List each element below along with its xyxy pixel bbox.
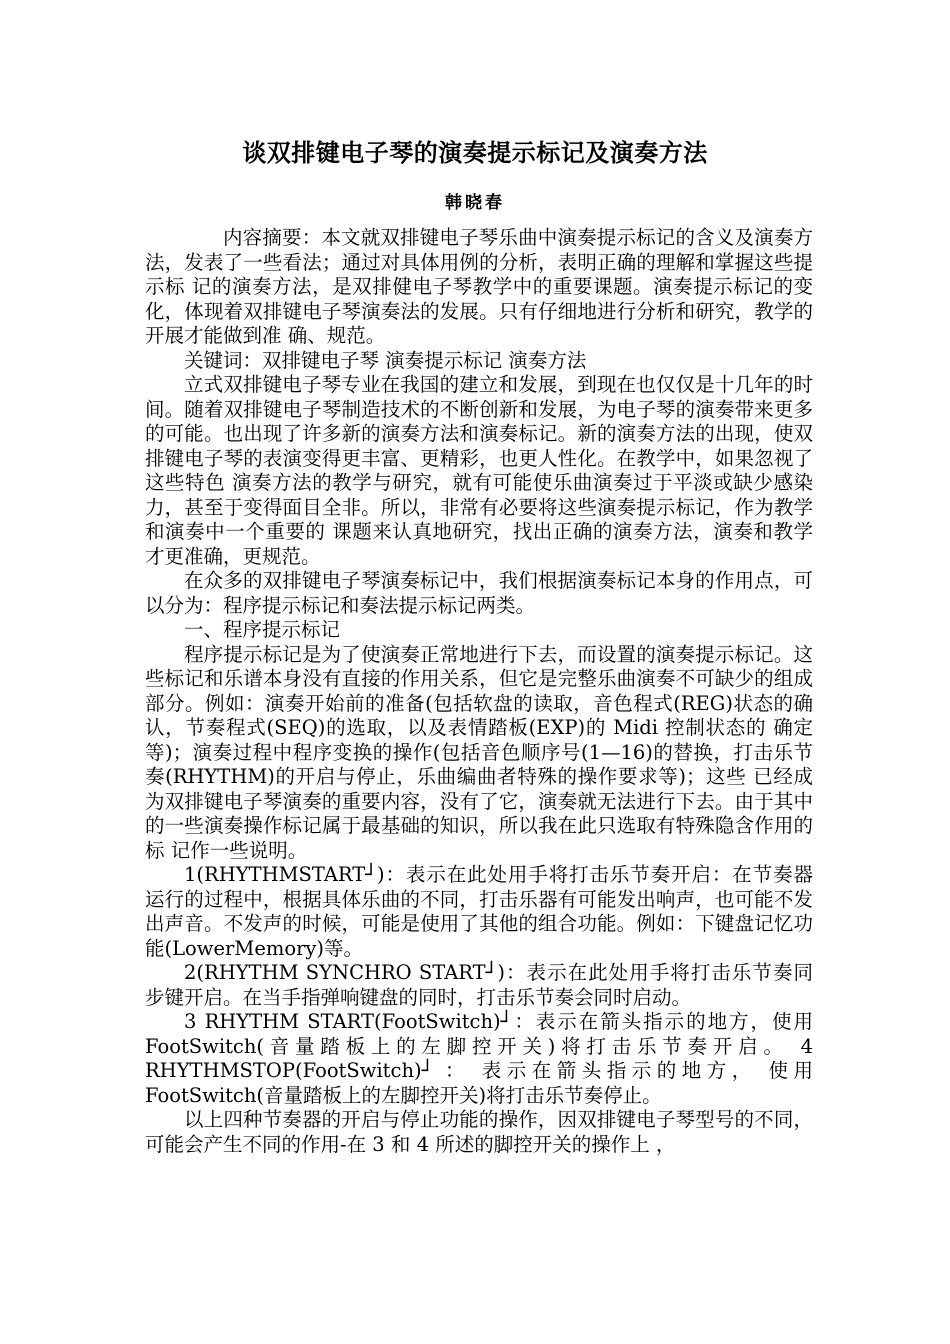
author-name: 韩晓春 [445,193,505,213]
list-item-paragraph: 2(RHYTHM SYNCHRO START┘)：表示在此处用手将打击乐节奏同步键开启。在当手指弹响键盘的同时，打击乐节奏会同时启动。 [145,961,813,1009]
body-paragraph: 程序提示标记是为了使演奏正常地进行下去，而设置的演奏提示标记。这些标记和乐谱本身没有直接的作用关系，但它是完整乐曲演奏不可缺少的组成 部分。例如：演奏开始前的准备(包括软盘的读取，音色程式(REG)状态的确认，节奏程式(SEQ)的选取，以及表情踏板(EXP)的 Midi 控制状态的 确定等)；演奏过程中程序变换的操作(包括音色顺序号(1—16)的替换，打击乐节奏(RHYTHM)的开启与停止，乐曲编曲者特殊的操作要求等)；这些 已经成为双排键电子琴演奏的重要内容，没有了它，演奏就无法进行下去。由于其中的一些演奏操作标记属于最基础的知识，所以我在此只选取有特殊隐含作用的标 记作一些说明。 [145,642,813,862]
body-paragraph: 在众多的双排键电子琴演奏标记中，我们根据演奏标记本身的作用点，可以分为：程序提示标记和奏法提示标记两类。 [145,569,813,617]
abstract-paragraph: 内容摘要：本文就双排键电子琴乐曲中演奏提示标记的含义及演奏方法，发表了一些看法；通过对具体用例的分析，表明正确的理解和掌握这些提示标 记的演奏方法，是双排健电子琴教学中的重要课题。演奏提示标记的变化，体现着双排键电子琴演奏法的发展。只有仔细地进行分析和研究，教学的开展才能做到准 确、规范。 [145,226,813,347]
keywords-paragraph: 关键词：双排键电子琴 演奏提示标记 演奏方法 [184,348,587,372]
section-heading: 一、程序提示标记 [184,618,341,641]
document-body [145,226,813,1157]
body-paragraph: 立式双排键电子琴专业在我国的建立和发展，到现在也仅仅是十几年的时间。随着双排键电子琴制造技术的不断创新和发展，为电子琴的演奏带来更多 的可能。也出现了许多新的演奏方法和演奏标记。新的演奏方法的出现，使双排键电子琴的表演变得更丰富、更精彩，也更人性化。在教学中，如果忽视了这些特色 演奏方法的教学与研究，就有可能使乐曲演奏过于平淡或缺少感染力，甚至于变得面目全非。所以，非常有必要将这些演奏提示标记，作为教学和演奏中一个重要的 课题来认真地研究，找出正确的演奏方法，演奏和教学才更准确，更规范。 [145,373,813,568]
list-item-paragraph: 1(RHYTHMSTART┘)：表示在此处用手将打击乐节奏开启：在节奏器运行的过程中，根据具体乐曲的不同，打击乐器有可能发出响声，也可能不发出声音。不发声的时候，可能是使用了其他的组合功能。例如：下键盘记忆功能(LowerMemory)等。 [145,863,813,960]
body-paragraph: 以上四种节奏器的开启与停止功能的操作，因双排键电子琴型号的不同，可能会产生不同的作用-在 3 和 4 所述的脚控开关的操作上 ， [145,1108,813,1156]
document-title: 谈双排键电子琴的演奏提示标记及演奏方法 [242,138,708,167]
list-item-paragraph: 3 RHYTHM START(FootSwitch)┘：表示在箭头指示的地方，使用 FootSwitch(音量踏板上的左脚控开关)将打击乐节奏开启。 4 RHYTHMSTOP(FootSwitch)┘ ： 表示在箭头指示的地方， 使用 FootSwitch(音量踏板上的左脚控开关)将打击乐节奏停止。 [145,1010,813,1107]
